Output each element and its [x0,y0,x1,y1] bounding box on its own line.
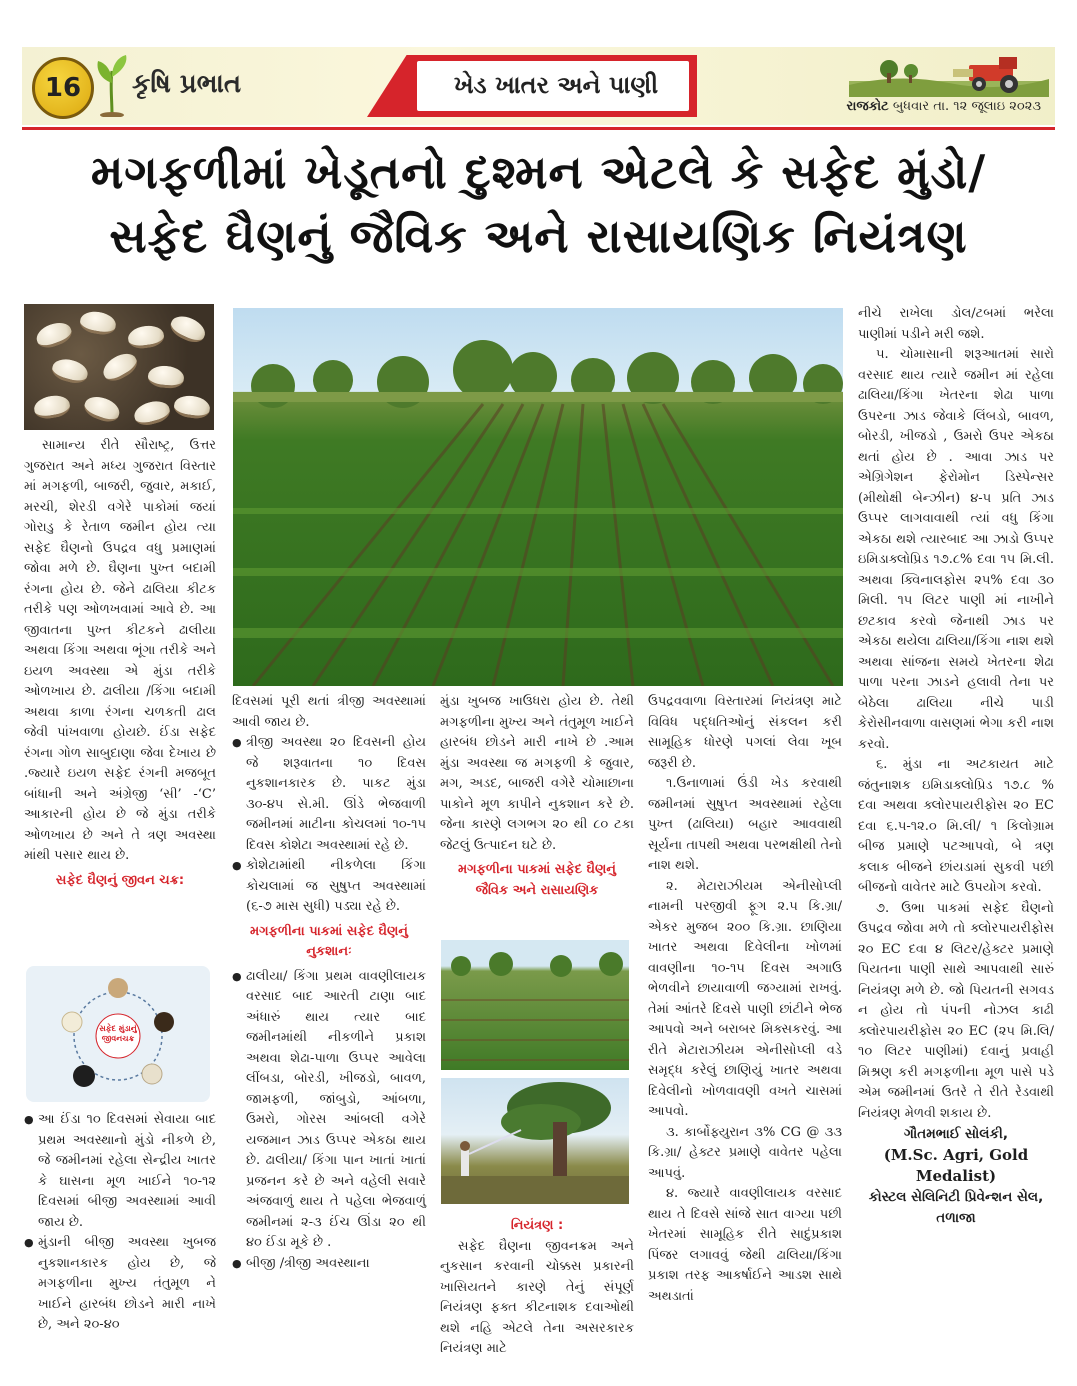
col3-continuation: મુંડા ખુબજ ખાઉધરા હોય છે. તેથી મગફળીના મુખ્ય અને તંતુમૂળ ખાઈને હારબંધ છોડને મારી નાખે છે .આમ મુંડા અવસ્થા જ મગફળી કે જુવાર, મગ, અડદ, બાજરી વગેરે ચોમાછાના પાકોને મૂળ કાપીને નુકશાન કરે છે. જેના કારણે લગભગ ૨૦ થી ૮૦ ટકા જેટલું ઉત્પાદન ઘટે છે. [440,694,634,853]
column-1-bottom [24,1110,216,1336]
niyantran-paragraph: સફેદ ઘૈણના જીવનક્રમ અને નુકસાન કરવાની ચોક્કસ પ્રકારની ખાસિયતને કારણે તેનું સંપૂર્ણ નિયંત્રણ ફક્ત કીટનાશક દવાઓથી થશે નહિ એટલે તેના અસરકારક નિયંત્રણ માટે [440,1238,634,1356]
section-title: ખેડ ખાતર અને પાણી [453,71,659,99]
section-ribbon [367,55,697,117]
groundnut-field-small-photo [441,940,629,1070]
niyantran-heading: નિયંત્રણ : [510,1218,564,1233]
author-degree: (M.Sc. Agri, Gold Medalist) [883,1146,1029,1185]
method-3: ૩. કાર્બોફ્યુરાન ૩% CG @ ૩૩ કિ.ગ્રા/ હેક્ટર પ્રમાણે વાવેતર પહેલા આપવું. [648,1124,842,1181]
bullet-4: ● કોશેટામાંથી નીકળેલા કિંગા કોચલામાં જ સુષુપ્ત અવસ્થામાં (૬-૭ માસ સુધી) પડ્યા રહે છે. [232,856,426,918]
bullet-1: ● આ ઈંડા ૧૦ દિવસમાં સેવાયા બાદ પ્રથમ અવસ્થાનો મુંડો નીકળે છે, જે જમીનમાં રહેલા સેન્દ્રીય ખાતર કે ઘાસના મૂળ ખાઈને ૧૦-૧૨ દિવસમાં બીજી અવસ્થામાં આવી જાય છે. [24,1110,216,1233]
brand-title: કૃષિ પ્રભાત [132,69,242,99]
sprout-icon [92,53,132,117]
white-grubs-photo [24,304,214,430]
col5-continuation: નીચે રાખેલા ડોલ/ટબમાં ભરેલા પાણીમાં પડીને મરી જશે. [858,306,1054,342]
method-2: ૨. મેટારાઝીયમ એનીસોપ્લી નામની પરજીવી ફૂગ ૨.૫ કિ.ગ્રા/એકર મુજબ ૨૦૦ કિ.ગ્રા. છાણિયા ખાતર અથવા દિવેલીના ખોળમાં વાવણીના ૧૦-૧૫ દિવસ અગાઉ ભેળવીને છાયાવાળી જગ્યામાં રાખવું. તેમાં આંતરે દિવસે પાણી છાંટીને ભેજ આપવો અને બરાબર મિક્સકરવું. આ રીતે મેટારાઝીયમ એનીસોપ્લી વડે સમૃદ્ધ કરેલું છાણિયું ખાતર અથવા દિવેલીનો ખોળવાવણી વખતે ચાસમાં આપવો. [648,878,842,1119]
method-5: ૫. ચોમાસાની શરૂઆતમાં સારો વરસાદ થાય ત્યારે જમીન માં રહેલા ઢાલિયા/કિંગા ખેતરના શેઢા પાળા ઉપરના ઝાડ જેવાકે લિંબડો, બાવળ, બોરડી, ખીજડો , ઉમરો ઉપર એકઠા થતાં હોય છે . આવા ઝાડ પર એગ્રિગેશન ફેરોમોન ડિસ્પેન્સર (મીથોક્ષી બેન્ઝીન) ૪-૫ પ્રતિ ઝાડ ઉપ્પર લાગવાવાથી ત્યાં વધુ કિંગા એકઠા થશે ત્યારબાદ આ ઝાડો ઉપ્પર ઇમિડાક્લોપ્રિડ ૧૭.૮% દવા ૧૫ મિ.લી. અથવા ક્વિનાલફોસ ૨૫% દવા ૩૦ મિલી. ૧૫ લિટર પાણી માં નાખીને છટકાવ કરવો જેનાથી ઝાડ પર એકઠા થયેલા ઢાલિયા/કિંગા નાશ થશે અથવા સાંજના સમયે ખેતરના શેઢા પાળા પરના ઝાડને હલાવી તેના પર બેઠેલા ઢાલિયા નીચે પાડી કેરોસીનવાળા વાસણમાં ભેગા કરી નાશ કરવો. [858,347,1054,752]
lifecycle-diagram [26,966,210,1102]
method-7: ૭. ઉભા પાકમાં સફેદ ઘૈણનો ઉપદ્રવ જોવા મળે તો ક્લોરપાયરીફોસ ૨૦ EC દવા ૪ લિટર/હેક્ટર પ્રમાણે પિયતના પાણી સાથે આપવાથી સારું નિયંત્રણ મળે છે. જો પિયતની સગવડ ન હોય તો પંપની નોઝલ કાઢી ક્લોરપાયરીફોસ ૨૦ EC (૨૫ મિ.લિ/૧૦ લિટર પાણીમાં) દવાનું પ્રવાહી મિશ્રણ કરી મગફળીના મૂળ પાસે પડે એમ જમીનમાં ઉતરે તે રીતે રેડવાથી નિયંત્રણ મેળવી શકાય છે. [858,900,1054,1121]
method-6: ૬. મુંડા ના અટકાયત માટે જંતુનાશક ઇમિડાક્લોપ્રિડ ૧૭.૮ % દવા અથવા ક્લોરપાયરીફોસ ૨૦ EC દવા ૬.૫-૧૨.૦ મિ.લી/ ૧ કિલોગ્રામ બીજ પ્રમાણે પટઆપવો, બે ત્રણ કલાક બીજને છાંયડામાં સુકવી પછી બીજનો વાવેતર માટે ઉપયોગ કરવો. [858,757,1054,895]
masthead [22,47,1055,125]
groundnut-field-photo [233,308,843,686]
column-4 [648,692,842,1307]
intro-paragraph: સામાન્ય રીતે સૌરાષ્ટ્ર, ઉત્તર ગુજરાત અને મધ્ય ગુજરાત વિસ્તાર માં મગફળી, બાજરી, જુવાર, મકાઈ, મરચી, શેરડી વગેરે પાકોમાં જયાં ગોરાડુ કે રેતાળ જમીન હોય ત્યા સફેદ ઘૈણનો ઉપદ્રવ વધુ પ્રમાણમાં જોવા મળે છે. ઘૈણના પુખ્ત બદામી રંગના હોય છે. જેને ઢાલિયા કીટક તરીકે પણ ઓળખવામાં આવે છે. આ જીવાતના પુખ્ત કીટકને ઢાલીયા અથવા કિંગા અથવા ભૂંગા તરીકે અને ઇયળ અવસ્થા એ મુંડા તરીકે ઓળખાય છે. ઢાલીયા /કિંગા બદામી અથવા કાળા રંગના ચળકતી ઢાલ જેવી પાંખવાળા હોયછે. ઈંડા સફેદ રંગના ગોળ સાબુદાણા જેવા દેખાય છે .જ્યારે ઇયળ સફેદ રંગની મજબૂત બાંધાની અને અંગ્રેજી ‘સી’ -‘C’ આકારની હોય છે જે મુંડા તરીકે ઓળખાય છે અને તે ત્રણ અવસ્થા માંથી પસાર થાય છે. [24,438,216,863]
lifecycle-center-label: સફેદ મુંડાનું જીવનચક્ર [99,1024,137,1043]
column-1-top [24,436,216,891]
bullet-3: ● ત્રીજી અવસ્થા ૨૦ દિવસની હોય જે શરૂવાતના ૧૦ દિવસ નુકશાનકારક છે. પાકટ મુંડા ૩૦-૪૫ સે.મી. ઊંડે ભેજવાળી જમીનમાં માટીના કોચલમાં ૧૦-૧૫ દિવસ કોશેટા અવસ્થામાં રહે છે. [232,733,426,856]
dateline-city: રાજકોટ [846,99,889,114]
column-5 [858,304,1054,1229]
damage-heading: મગફળીના પાકમાં સફેદ ઘૈણનું નુકશાનઃ [249,923,408,959]
method-1: ૧.ઉનાળામાં ઉંડી ખેડ કરવાથી જમીનમાં સુષુપ્ત અવસ્થામાં રહેલા પુખ્ત (ઢાલિયા) બહાર આવવાથી સૂર્યના તાપથી અથવા પરભક્ષીથી તેનો નાશ થશે. [648,776,842,873]
tree-spraying-photo [441,1078,629,1204]
col2-continuation: દિવસમાં પૂરી થતાં ત્રીજી અવસ્થામાં આવી જાય છે. [232,694,426,730]
masthead-rule [22,127,1055,130]
bullet-2: ● મુંડાની બીજી અવસ્થા ખુબજ નુકશાનકારક હોય છે, જે મગફળીના મુખ્ય તંતુમૂળ ને ખાઈને હારબંધ છોડને મારી નાખે છે, અને ૨૦-૪૦ [24,1233,216,1336]
headline-line-1: મગફળીમાં ખેડૂતનો દુશ્મન એટલે કે સફેદ મુંડો/ [90,145,987,199]
method-4: ૪. જ્યારે વાવણીલાયક વરસાદ થાય તે દિવસે સાંજે સાત વાગ્યા પછી ખેતરમાં સામૂહિક રીતે સાદુંપ્રકાશ પિંજર લગાવવું જેથી ઢાલિયા/કિંગા પ્રકાશ તરફ આકર્ષાઈને આડશ સાથે અથડાતાં [648,1186,842,1304]
headline [22,140,1055,268]
column-3-top [440,692,634,901]
author-block [858,1124,1054,1229]
bullet-5: ● ઢાલીયા/ કિંગા પ્રથમ વાવણીલાયક વરસાદ બાદ આરતી ટાણા બાદ અંધારું થાય ત્યાર બાદ જમીનમાંથી નીકળીને પ્રકાશ અથવા શેઢા-પાળા ઉપ્પર આવેલા લીંબડા, બોરડી, ખીજડો, બાવળ, જામફળી, જાંબુડો, આંબળા, ઉમરો, ગોરસ આંબલી વગેરે યજમાન ઝાડ ઉપ્પર એકઠા થાય છે. ઢાલીયા/ કિંગા પાન ખાતાં ખાતાં પ્રજનન કરે છે અને વહેલી સવારે અંજવાળું થાય તે પહેલા ભેજવાળું જમીનમાં ૨-૩ ઈંચ ઊંડા ૨૦ થી ૪૦ ઈંડા મૂકે છે . [232,967,426,1254]
farm-scene-illustration [849,51,1049,97]
bullet-6: ● બીજી /ત્રીજી અવસ્થાના [232,1254,426,1275]
column-2 [232,692,426,1274]
dateline [847,99,1041,114]
author-name: ગૌતમભાઈ સોલંકી, [903,1126,1009,1142]
dateline-date: બુધવાર તા. ૧૨ જૂલાઇ ૨૦૨૩ [892,99,1041,114]
author-organisation: કોસ્ટલ સેલિનિટી પ્રિવેન્શન સેલ, તળાજા [868,1189,1044,1226]
col4-continuation: ઉપદ્રવવાળા વિસ્તારમાં નિયંત્રણ માટે વિવિધ પદ્ધતિઓનું સંકલન કરી સામૂહિક ધોરણે પગલાં લેવા ખૂબ જરૂરી છે. [648,694,842,771]
lifecycle-heading: સફેદ ઘૈણનું જીવન ચક્ર: [55,872,185,888]
headline-line-2: સફેદ ઘૈણનું જૈવિક અને રાસાયણિક નિયંત્રણ [109,209,968,263]
column-3-bottom [440,1216,634,1360]
control-heading: મગફળીના પાકમાં સફેદ ઘૈણનું જૈવિક અને રાસાયણિક [457,862,616,898]
page-number-badge: 16 [32,57,94,119]
